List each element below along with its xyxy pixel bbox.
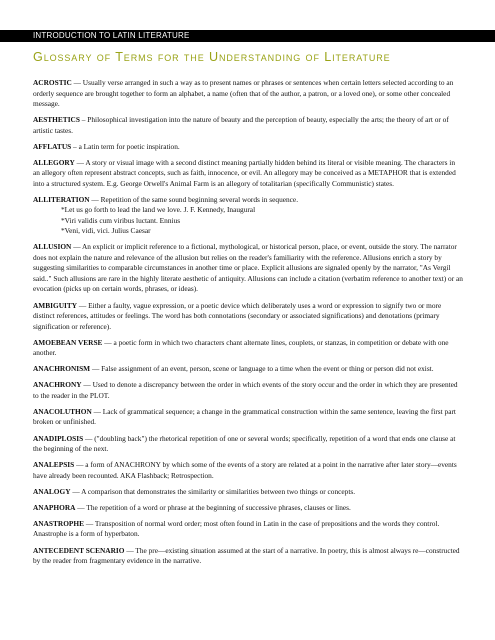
glossary-definition: Transposition of normal word order; most often found in Latin in the case of prepositions and the words they control. Anastrophe is a form of hyperbaton. [33, 518, 440, 539]
glossary-entry [33, 434, 463, 455]
term-separator: — [124, 545, 136, 555]
term-separator: — [75, 502, 87, 512]
glossary-term: ANTECEDENT SCENARIO [33, 545, 125, 555]
section-header: INTRODUCTION TO LATIN LITERATURE [33, 31, 190, 40]
glossary-term: AMOEBEAN VERSE [33, 337, 103, 347]
glossary-definition: a Latin term for poetic inspiration. [78, 141, 180, 151]
term-separator: — [74, 460, 86, 470]
glossary-entry [33, 503, 463, 514]
glossary-definition: ("doubling back") the rhetorical repetition of one or several words; specifically, repetition of a word that ends one clause at the beginning of the next. [33, 433, 456, 454]
glossary-term: ANACHRONISM [33, 364, 91, 374]
glossary-term: ANASTROPHE [33, 518, 85, 528]
term-separator: – [79, 115, 88, 125]
term-separator: — [74, 157, 86, 167]
term-separator: — [71, 78, 83, 87]
glossary-term: AESTHETICS [33, 115, 80, 125]
term-separator: — [71, 242, 82, 252]
glossary-entry [33, 195, 463, 237]
glossary-definition: Lack of grammatical sequence; a change in the grammatical construction within the same sentence, leaving the first part broken or unfinished. [33, 406, 456, 427]
term-separator: — [91, 406, 103, 416]
glossary-definition: Used to denote a discrepancy between the order in which events of the story occur and the order in which they are presented to the reader in the PLOT. [33, 380, 458, 400]
glossary-definition: The pre—existing situation assumed at the start of a narrative. In poetry, this is almost always re—constructed by the reader from fragmentary evidence in the narrative. [33, 545, 460, 565]
glossary-definition: The repetition of a word or phrase at the beginning of successive phrases, clauses or lines. [86, 502, 351, 512]
example-quote: *Veni, vidi, vici. Julius Caesar [61, 226, 151, 236]
term-separator: — [102, 337, 114, 347]
glossary-entry [33, 78, 463, 110]
glossary-term: AMBIGUITY [33, 300, 78, 310]
term-separator: — [83, 433, 95, 443]
term-separator: — [77, 300, 89, 310]
glossary-term: ANAPHORA [33, 502, 76, 512]
example-quote: *Let us go forth to lead the land we love. J. F. Kennedy, Inaugural [61, 205, 256, 215]
glossary-entry [33, 242, 463, 295]
term-separator: — [70, 486, 82, 496]
glossary-entry [33, 546, 463, 567]
glossary-entry [33, 158, 463, 190]
glossary-term: AFFLATUS [33, 141, 72, 151]
glossary-entry [33, 142, 463, 153]
term-separator: — [90, 364, 102, 374]
glossary-term: ANADIPLOSIS [33, 433, 84, 443]
glossary-term: ANACHRONY [33, 380, 82, 390]
glossary-definition: Usually verse arranged in such a way as to present names or phrases or sentences when certain letters selected according to an orderly sequence are brought together to form an alphabet, a name (often that of the author, a patron, or a loved one), or some other concealed message. [33, 78, 454, 108]
glossary-entry [33, 301, 463, 333]
glossary-term: ANACOLUTHON [33, 406, 92, 416]
glossary-term: ALLUSION [33, 242, 72, 252]
example-quote: *Viri validis cum viribus luctant. Ennius [61, 215, 181, 225]
glossary-entry [33, 460, 463, 481]
page-title: Glossary of Terms for the Understanding of Literature [33, 50, 391, 64]
glossary-definition: An explicit or implicit reference to a fictional, mythological, or historical person, place, or event, outside the story. The narrator does not explain the nature and relevance of the allusion but relies on the reader's familiarity with the reference. Allusions enrich a story by suggesting similarities to comparable circumstances in another time or place. Explicit allusions are signaled openly by the narrator, "As Vergil said.." Such allusions are rare in the highly literate aesthetic of antiquity. Allusions can include a citation (verbatim reference to another text) or an evocation (picks up on certain words, phrases, or ideas). [33, 242, 463, 294]
glossary-term: ALLITERATION [33, 194, 90, 204]
glossary-term: ACROSTIC [33, 78, 72, 87]
glossary-term: ALLEGORY [33, 157, 75, 167]
glossary-definition: False assignment of an event, person, scene or language to a time when the event or thing or person did not exist. [101, 364, 434, 374]
term-separator: — [81, 380, 93, 390]
glossary-definition: a form of ANACHRONY by which some of the events of a story are related at a point in the narrative after later story—events have already been recounted. AKA Flashback; Retrospection. [33, 460, 457, 480]
glossary-entry [33, 380, 463, 401]
glossary-definition: Philosophical investigation into the nature of beauty and the perception of beauty, especially the arts; the theory of art or of artistic tastes. [33, 115, 449, 135]
term-separator: — [84, 518, 95, 528]
glossary-definition: A comparison that demonstrates the similarity or similarities between two things or concepts. [81, 486, 356, 496]
glossary-entry [33, 487, 463, 498]
glossary-entry [33, 338, 463, 359]
term-separator: — [89, 194, 101, 204]
glossary-entry [33, 407, 463, 428]
glossary-entry [33, 364, 463, 375]
glossary-definition: Repetition of the same sound beginning several words in sequence. [100, 194, 299, 204]
glossary-term: ANALOGY [33, 486, 71, 496]
term-separator: – [71, 141, 79, 151]
glossary-definition: Either a faulty, vague expression, or a poetic device which deliberately uses a word or expression to signify two or more distinct references, attitudes or feelings. The word has both connotations (secondary or associated significations) and denotations (primary signification or reference). [33, 300, 442, 331]
glossary-entry [33, 115, 463, 136]
glossary-list [33, 78, 463, 572]
glossary-entry [33, 519, 463, 540]
glossary-term: ANALEPSIS [33, 460, 75, 470]
glossary-definition: A story or visual image with a second distinct meaning partially hidden behind its literal or visible meaning. The characters in an allegory often represent abstract concepts, such as faith, innocence, or evil. An allegory may be conceived as a METAPHOR that is extended into a structured system. E.g. George Orwell's Animal Farm is an allegory of totalitarian (specifically Communistic) states. [33, 157, 456, 188]
glossary-definition: a poetic form in which two characters chant alternate lines, couplets, or stanzas, in competition or debate with one another. [33, 337, 449, 358]
